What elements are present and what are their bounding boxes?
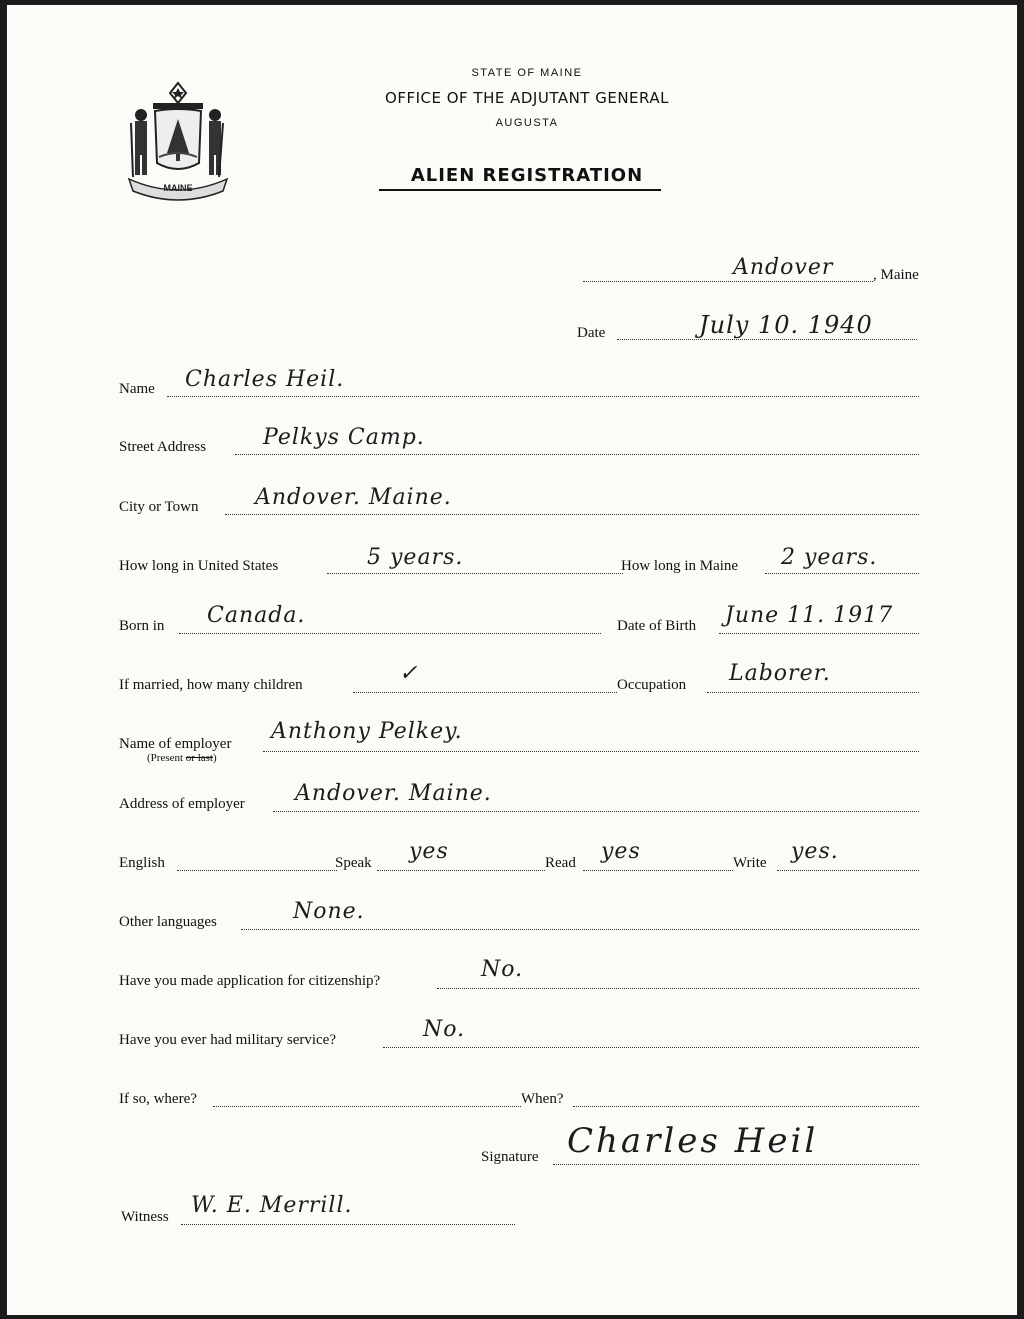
state-heading: STATE OF MAINE xyxy=(471,67,583,79)
seal-text: MAINE xyxy=(163,183,193,193)
military-value: No. xyxy=(423,1017,466,1042)
employer-address-value: Andover. Maine. xyxy=(295,781,492,806)
name-line xyxy=(167,396,919,397)
date-of-birth-value: June 11. 1917 xyxy=(725,603,894,628)
alien-registration-form xyxy=(6,4,1018,1316)
read-label: Read xyxy=(545,855,576,871)
employer-sublabel-present: (Present xyxy=(147,752,186,764)
write-label: Write xyxy=(733,855,767,871)
other-languages-value: None. xyxy=(293,899,365,924)
how-long-us-value: 5 years. xyxy=(367,545,464,570)
employer-address-label: Address of employer xyxy=(119,796,245,812)
military-line xyxy=(383,1047,919,1048)
english-label: English xyxy=(119,855,165,871)
date-of-birth-label: Date of Birth xyxy=(617,618,697,634)
signature-value: Charles Heil xyxy=(567,1121,819,1161)
born-in-line xyxy=(179,633,601,634)
write-value: yes. xyxy=(791,839,839,864)
witness-label: Witness xyxy=(121,1209,169,1225)
citizenship-label: Have you made application for citizenship? xyxy=(119,973,381,989)
occupation-value: Laborer. xyxy=(729,661,831,686)
other-languages-label: Other languages xyxy=(119,914,217,930)
place-suffix: , Maine xyxy=(873,267,919,283)
citizenship-value: No. xyxy=(481,957,524,982)
date-label: Date xyxy=(577,325,606,341)
where-label: If so, where? xyxy=(119,1091,197,1107)
write-line xyxy=(777,870,919,871)
office-heading: OFFICE OF THE ADJUTANT GENERAL xyxy=(385,89,669,107)
employer-sublabel xyxy=(147,752,217,764)
other-languages-line xyxy=(241,929,919,930)
city-heading: AUGUSTA xyxy=(495,117,559,129)
witness-line xyxy=(181,1224,515,1225)
city-label: City or Town xyxy=(119,499,199,515)
street-line xyxy=(235,454,919,455)
occupation-line xyxy=(707,692,919,693)
how-long-us-label: How long in United States xyxy=(119,558,279,574)
date-line xyxy=(617,339,917,340)
employer-line xyxy=(263,751,919,752)
employer-sublabel-struck: or last xyxy=(185,752,213,764)
form-title: ALIEN REGISTRATION xyxy=(410,165,644,186)
witness-value: W. E. Merrill. xyxy=(191,1193,353,1218)
read-value: yes xyxy=(601,839,641,864)
signature-label: Signature xyxy=(481,1149,539,1165)
how-long-maine-value: 2 years. xyxy=(781,545,878,570)
date-value: July 10. 1940 xyxy=(699,311,873,339)
how-long-maine-label: How long in Maine xyxy=(621,558,739,574)
speak-value: yes xyxy=(409,839,449,864)
name-value: Charles Heil. xyxy=(185,367,345,392)
when-label: When? xyxy=(521,1091,564,1107)
place-line xyxy=(583,281,873,282)
speak-line xyxy=(377,870,545,871)
date-of-birth-line xyxy=(719,633,919,634)
how-long-maine-line xyxy=(765,573,919,574)
employer-label: Name of employer xyxy=(119,736,232,752)
employer-value: Anthony Pelkey. xyxy=(271,719,463,744)
read-line xyxy=(583,870,733,871)
street-label: Street Address xyxy=(119,439,207,455)
citizenship-line xyxy=(437,988,919,989)
born-in-value: Canada. xyxy=(207,603,306,628)
title-underline xyxy=(379,189,661,191)
children-label: If married, how many children xyxy=(119,677,303,693)
children-value: ✓ xyxy=(399,661,419,686)
english-line xyxy=(177,870,337,871)
place-value: Andover xyxy=(733,255,834,280)
military-label: Have you ever had military service? xyxy=(119,1032,336,1048)
city-value: Andover. Maine. xyxy=(255,485,452,510)
maine-state-seal-icon xyxy=(123,79,233,201)
when-line xyxy=(573,1106,919,1107)
name-label: Name xyxy=(119,381,155,397)
street-value: Pelkys Camp. xyxy=(263,425,425,450)
signature-line xyxy=(553,1164,919,1165)
city-line xyxy=(225,514,919,515)
where-line xyxy=(213,1106,521,1107)
born-in-label: Born in xyxy=(119,618,165,634)
children-line xyxy=(353,692,617,693)
how-long-us-line xyxy=(327,573,623,574)
occupation-label: Occupation xyxy=(617,677,687,693)
employer-address-line xyxy=(273,811,919,812)
employer-sublabel-end: ) xyxy=(213,752,217,764)
speak-label: Speak xyxy=(335,855,372,871)
